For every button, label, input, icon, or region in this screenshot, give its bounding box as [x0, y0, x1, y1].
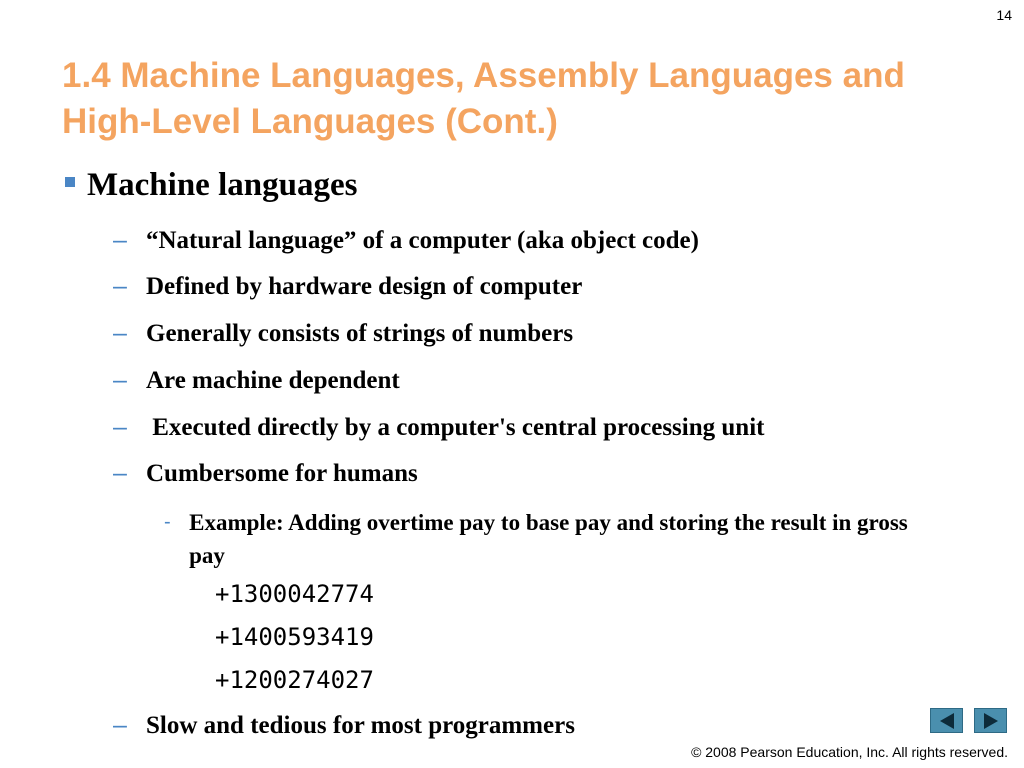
list-item — [113, 270, 582, 303]
list-item-text: “Natural language” of a computer (aka object code) — [146, 227, 699, 254]
square-bullet-icon — [65, 177, 75, 187]
bullet-machine-languages — [62, 163, 357, 207]
list-item — [113, 709, 575, 742]
list-item — [113, 364, 400, 397]
dash-bullet-icon: – — [113, 226, 127, 254]
list-item-text: Slow and tedious for most programmers — [146, 712, 575, 739]
previous-slide-button[interactable] — [930, 708, 963, 733]
list-item — [113, 317, 573, 350]
list-item-text: Are machine dependent — [146, 367, 400, 394]
previous-slide-icon — [940, 713, 954, 729]
bullet-label: Machine languages — [87, 167, 358, 203]
slide-title: 1.4 Machine Languages, Assembly Languages and High-Level Languages (Cont.) — [62, 56, 905, 141]
dash-bullet-icon: – — [113, 413, 127, 441]
code-line: +1400593419 — [215, 623, 374, 651]
next-slide-icon — [984, 713, 998, 729]
slide-navigation — [930, 708, 1007, 733]
list-item — [113, 457, 418, 490]
list-item-text: Generally consists of strings of numbers — [146, 320, 574, 347]
page-number: 14 — [996, 7, 1012, 23]
list-item — [113, 411, 764, 444]
next-slide-button[interactable] — [974, 708, 1007, 733]
dash-bullet-icon: – — [113, 459, 127, 487]
code-line: +1200274027 — [215, 666, 374, 694]
dash-bullet-icon: – — [113, 366, 127, 394]
hyphen-bullet-icon: - — [164, 511, 171, 533]
copyright-notice: © 2008 Pearson Education, Inc. All rights reserved. — [691, 744, 1008, 760]
example-item — [164, 506, 924, 572]
dash-bullet-icon: – — [113, 319, 127, 347]
list-item-text: Executed directly by a computer's central processing unit — [146, 414, 765, 441]
dash-bullet-icon: – — [113, 711, 127, 739]
example-text: Example: Adding overtime pay to base pay and storing the result in gross pay — [189, 510, 908, 568]
list-item-text: Cumbersome for humans — [146, 460, 418, 487]
list-item-text: Defined by hardware design of computer — [146, 273, 583, 300]
list-item — [113, 224, 699, 257]
dash-bullet-icon: – — [113, 272, 127, 300]
code-line: +1300042774 — [215, 580, 374, 608]
